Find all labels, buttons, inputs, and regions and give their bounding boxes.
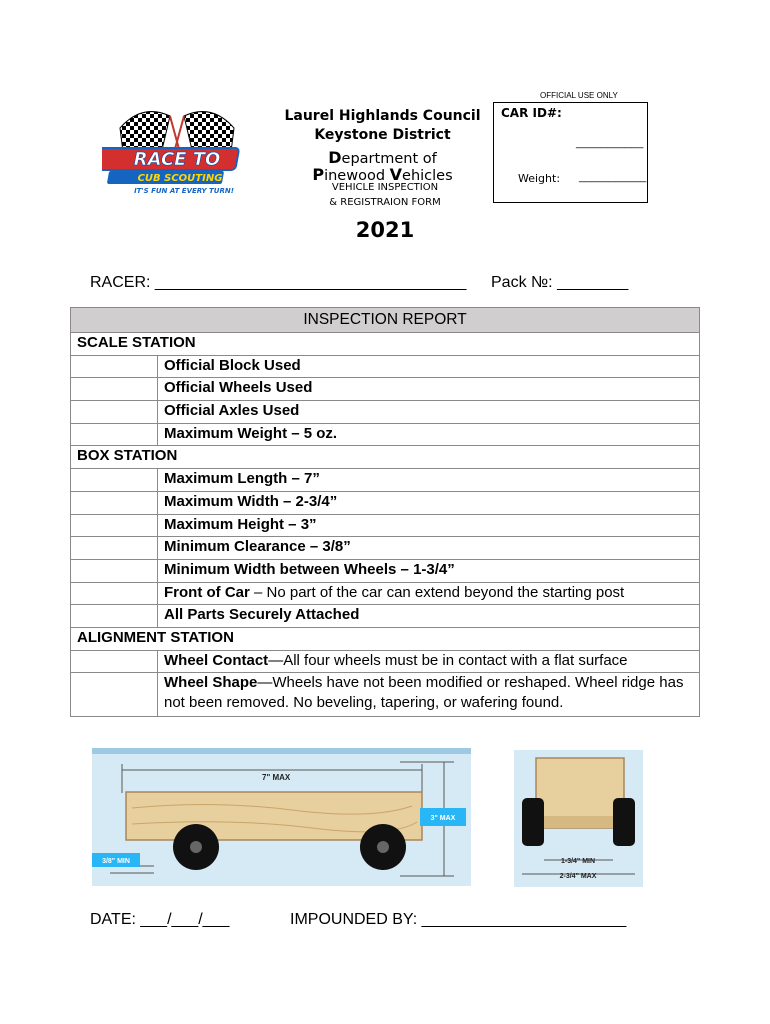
table-row: Minimum Clearance – 3/8” (71, 537, 700, 560)
table-row: Maximum Height – 3” (71, 514, 700, 537)
check-cell[interactable] (71, 650, 158, 673)
wheel-icon (173, 824, 219, 870)
svg-text:1-3/4" MIN: 1-3/4" MIN (560, 858, 596, 865)
check-cell[interactable] (71, 582, 158, 605)
table-row: Official Block Used (71, 355, 700, 378)
check-cell[interactable] (71, 378, 158, 401)
svg-text:RACE TO: RACE TO (133, 149, 221, 170)
table-row: Official Wheels Used (71, 378, 700, 401)
impounded-by-field[interactable]: IMPOUNDED BY: _______________________ (290, 911, 627, 928)
wheel-icon (360, 824, 406, 870)
car-side-dimension-photo (92, 748, 471, 886)
car-id-label: CAR ID#: (501, 106, 562, 120)
check-cell[interactable] (71, 537, 158, 560)
svg-text:CUB SCOUTING: CUB SCOUTING (137, 173, 223, 184)
racer-field[interactable]: RACER: ___________________________________ (90, 274, 467, 291)
report-title: INSPECTION REPORT (71, 308, 700, 333)
weight-field[interactable]: ___________ (579, 171, 647, 183)
svg-text:3/8" MIN: 3/8" MIN (102, 858, 130, 865)
table-row: All Parts Securely Attached (71, 605, 700, 628)
scale-station-heading: SCALE STATION (71, 333, 700, 356)
pack-field[interactable]: Pack №: ________ (491, 274, 629, 291)
date-field[interactable]: DATE: ___/___/___ (90, 911, 230, 928)
department-title: Department of Pinewood Vehicles (312, 148, 453, 184)
race-to-cub-scouting-logo (102, 98, 252, 198)
year-heading: 2021 (355, 218, 415, 242)
car-id-field[interactable]: ___________ (576, 137, 644, 149)
check-cell[interactable] (71, 355, 158, 378)
table-row: Maximum Weight – 5 oz. (71, 423, 700, 446)
table-row: Official Axles Used (71, 401, 700, 424)
box-station-heading: BOX STATION (71, 446, 700, 469)
svg-text:7" MAX: 7" MAX (262, 773, 291, 782)
svg-text:2-3/4" MAX: 2-3/4" MAX (559, 873, 597, 880)
check-cell[interactable] (71, 514, 158, 537)
check-cell[interactable] (71, 469, 158, 492)
check-cell[interactable] (71, 673, 158, 717)
table-row: Wheel Shape—Wheels have not been modified or reshaped. Wheel ridge has not been removed. No beveling, tapering, or wafering found. (71, 673, 700, 717)
alignment-station-heading: ALIGNMENT STATION (71, 627, 700, 650)
official-use-label: OFFICIAL USE ONLY (540, 91, 618, 100)
inspection-report-table (70, 307, 700, 717)
check-cell[interactable] (71, 491, 158, 514)
table-row: Front of Car – No part of the car can extend beyond the starting post (71, 582, 700, 605)
table-row: Wheel Contact—All four wheels must be in contact with a flat surface (71, 650, 700, 673)
council-heading (270, 107, 495, 145)
svg-text:3" MAX: 3" MAX (430, 815, 456, 822)
check-cell[interactable] (71, 423, 158, 446)
form-subtitle: VEHICLE INSPECTION & REGISTRAION FORM (329, 182, 441, 208)
table-row: Maximum Width – 2-3/4” (71, 491, 700, 514)
district-name: Keystone District (314, 127, 451, 143)
car-front-dimension-photo (514, 750, 643, 887)
check-cell[interactable] (71, 605, 158, 628)
table-row: Maximum Length – 7” (71, 469, 700, 492)
weight-label: Weight: (518, 172, 561, 185)
svg-text:IT'S FUN AT EVERY TURN!: IT'S FUN AT EVERY TURN! (134, 187, 234, 195)
check-cell[interactable] (71, 559, 158, 582)
table-row: Minimum Width between Wheels – 1-3/4” (71, 559, 700, 582)
council-name: Laurel Highlands Council (284, 108, 481, 124)
check-cell[interactable] (71, 401, 158, 424)
